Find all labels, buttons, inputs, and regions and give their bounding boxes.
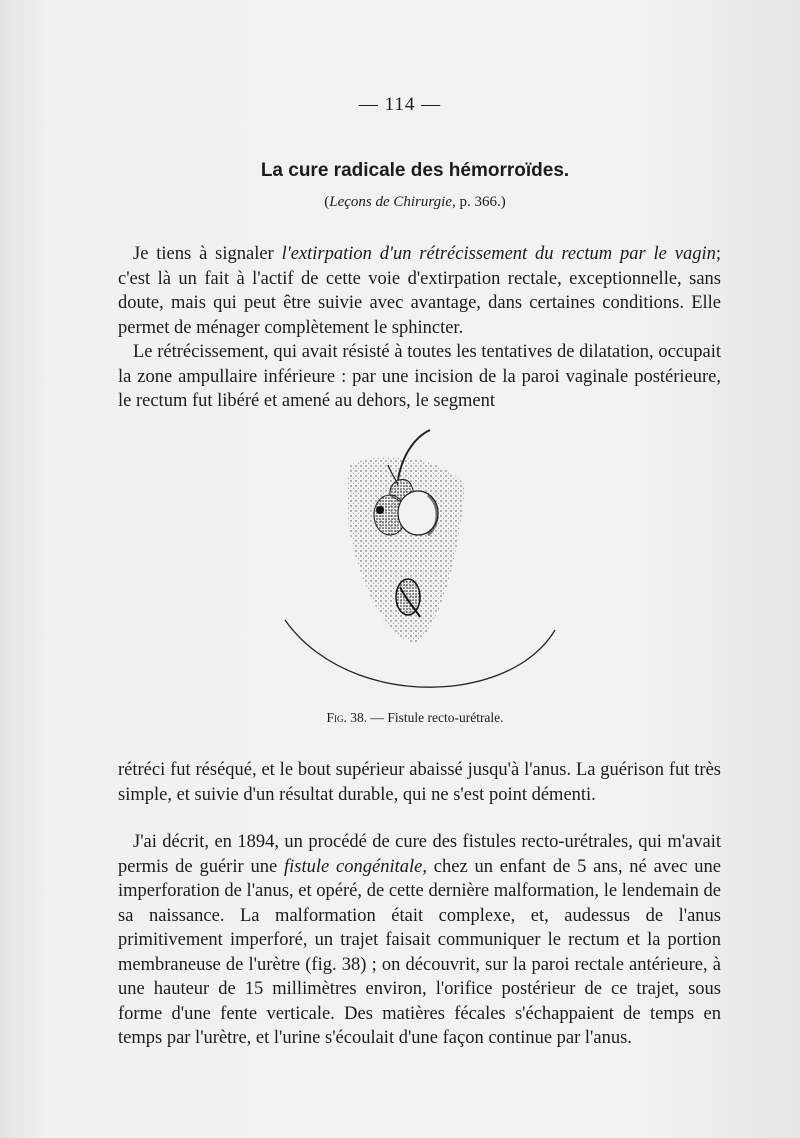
paragraph-1-rest: ; c'est là un fait à l'actif de cette voie d'extirpation rectale, exceptionnelle, sans doute, mais qui peut être suivie avec avantage, dans certaines conditions. Elle permet de ménager complètement le sphincter. [118, 244, 721, 338]
page-number: — 114 — [358, 94, 442, 115]
figure-illustration [280, 425, 560, 695]
paragraph-1-italic: l'extirpation d'un rétrécissement du rectum par le vagin [281, 244, 716, 264]
anus [396, 579, 420, 615]
reference-open: ( [324, 194, 330, 210]
text-block-bottom [118, 830, 721, 1051]
paragraph-4 [118, 830, 721, 1051]
text-block-top [118, 242, 721, 414]
figure-title: Fistule recto-urétrale. [387, 710, 504, 725]
paragraph-3: rétréci fut réséqué, et le bout supérieur abaissé jusqu'à l'anus. La guérison fut très simple, et suivie d'un résultat durable, qui ne s'est point démenti. [118, 760, 721, 805]
paragraph-2: Le rétrécissement, qui avait résisté à toutes les tentatives de dilatation, occupait la zone ampullaire inférieure : par une incision de la paroi vaginale postérieure, le rectum fut libéré et amené au dehors, le segment [118, 342, 721, 411]
reference-source: Leçons de Chirurgie, [329, 194, 456, 210]
paragraph-4-intro: J'ai décrit, en 1894, un procédé de cure des fistules recto-urétrales, qui m'avait permis de guérir une [118, 832, 721, 877]
text-block-middle [118, 758, 721, 807]
paragraph-1-intro: Je tiens à signaler [133, 244, 282, 264]
paragraph-4-italic: fistule congénitale [283, 856, 423, 877]
left-spot [376, 506, 384, 514]
source-reference [0, 194, 800, 211]
figure-dash: — [367, 710, 388, 725]
section-title: La cure radicale des hémorroïdes. [260, 160, 570, 181]
figure-caption [0, 710, 800, 726]
paragraph-4-rest: , chez un enfant de 5 ans, né avec une imperforation de l'anus, et opéré, de cette dernière malformation, le lendemain de sa naissance. La malformation était complexe, et, audessus de l'anus primitivement imperforé, un trajet faisait communiquer le rectum et la portion membraneuse de l'urètre (fig. 38) ; on découvrit, sur la paroi rectale antérieure, à une hauteur de 15 millimètres environ, l'orifice postérieur de ce trajet, sous forme d'une fente verticale. Des matières fécales s'échappaient de temps en temps par l'urètre, et l'urine s'écoulait d'une façon continue par l'anus. [118, 856, 721, 1048]
paragraph-1 [118, 242, 721, 340]
reference-page: p. 366.) [455, 194, 506, 210]
figure-label: Fig. 38. [326, 710, 368, 725]
